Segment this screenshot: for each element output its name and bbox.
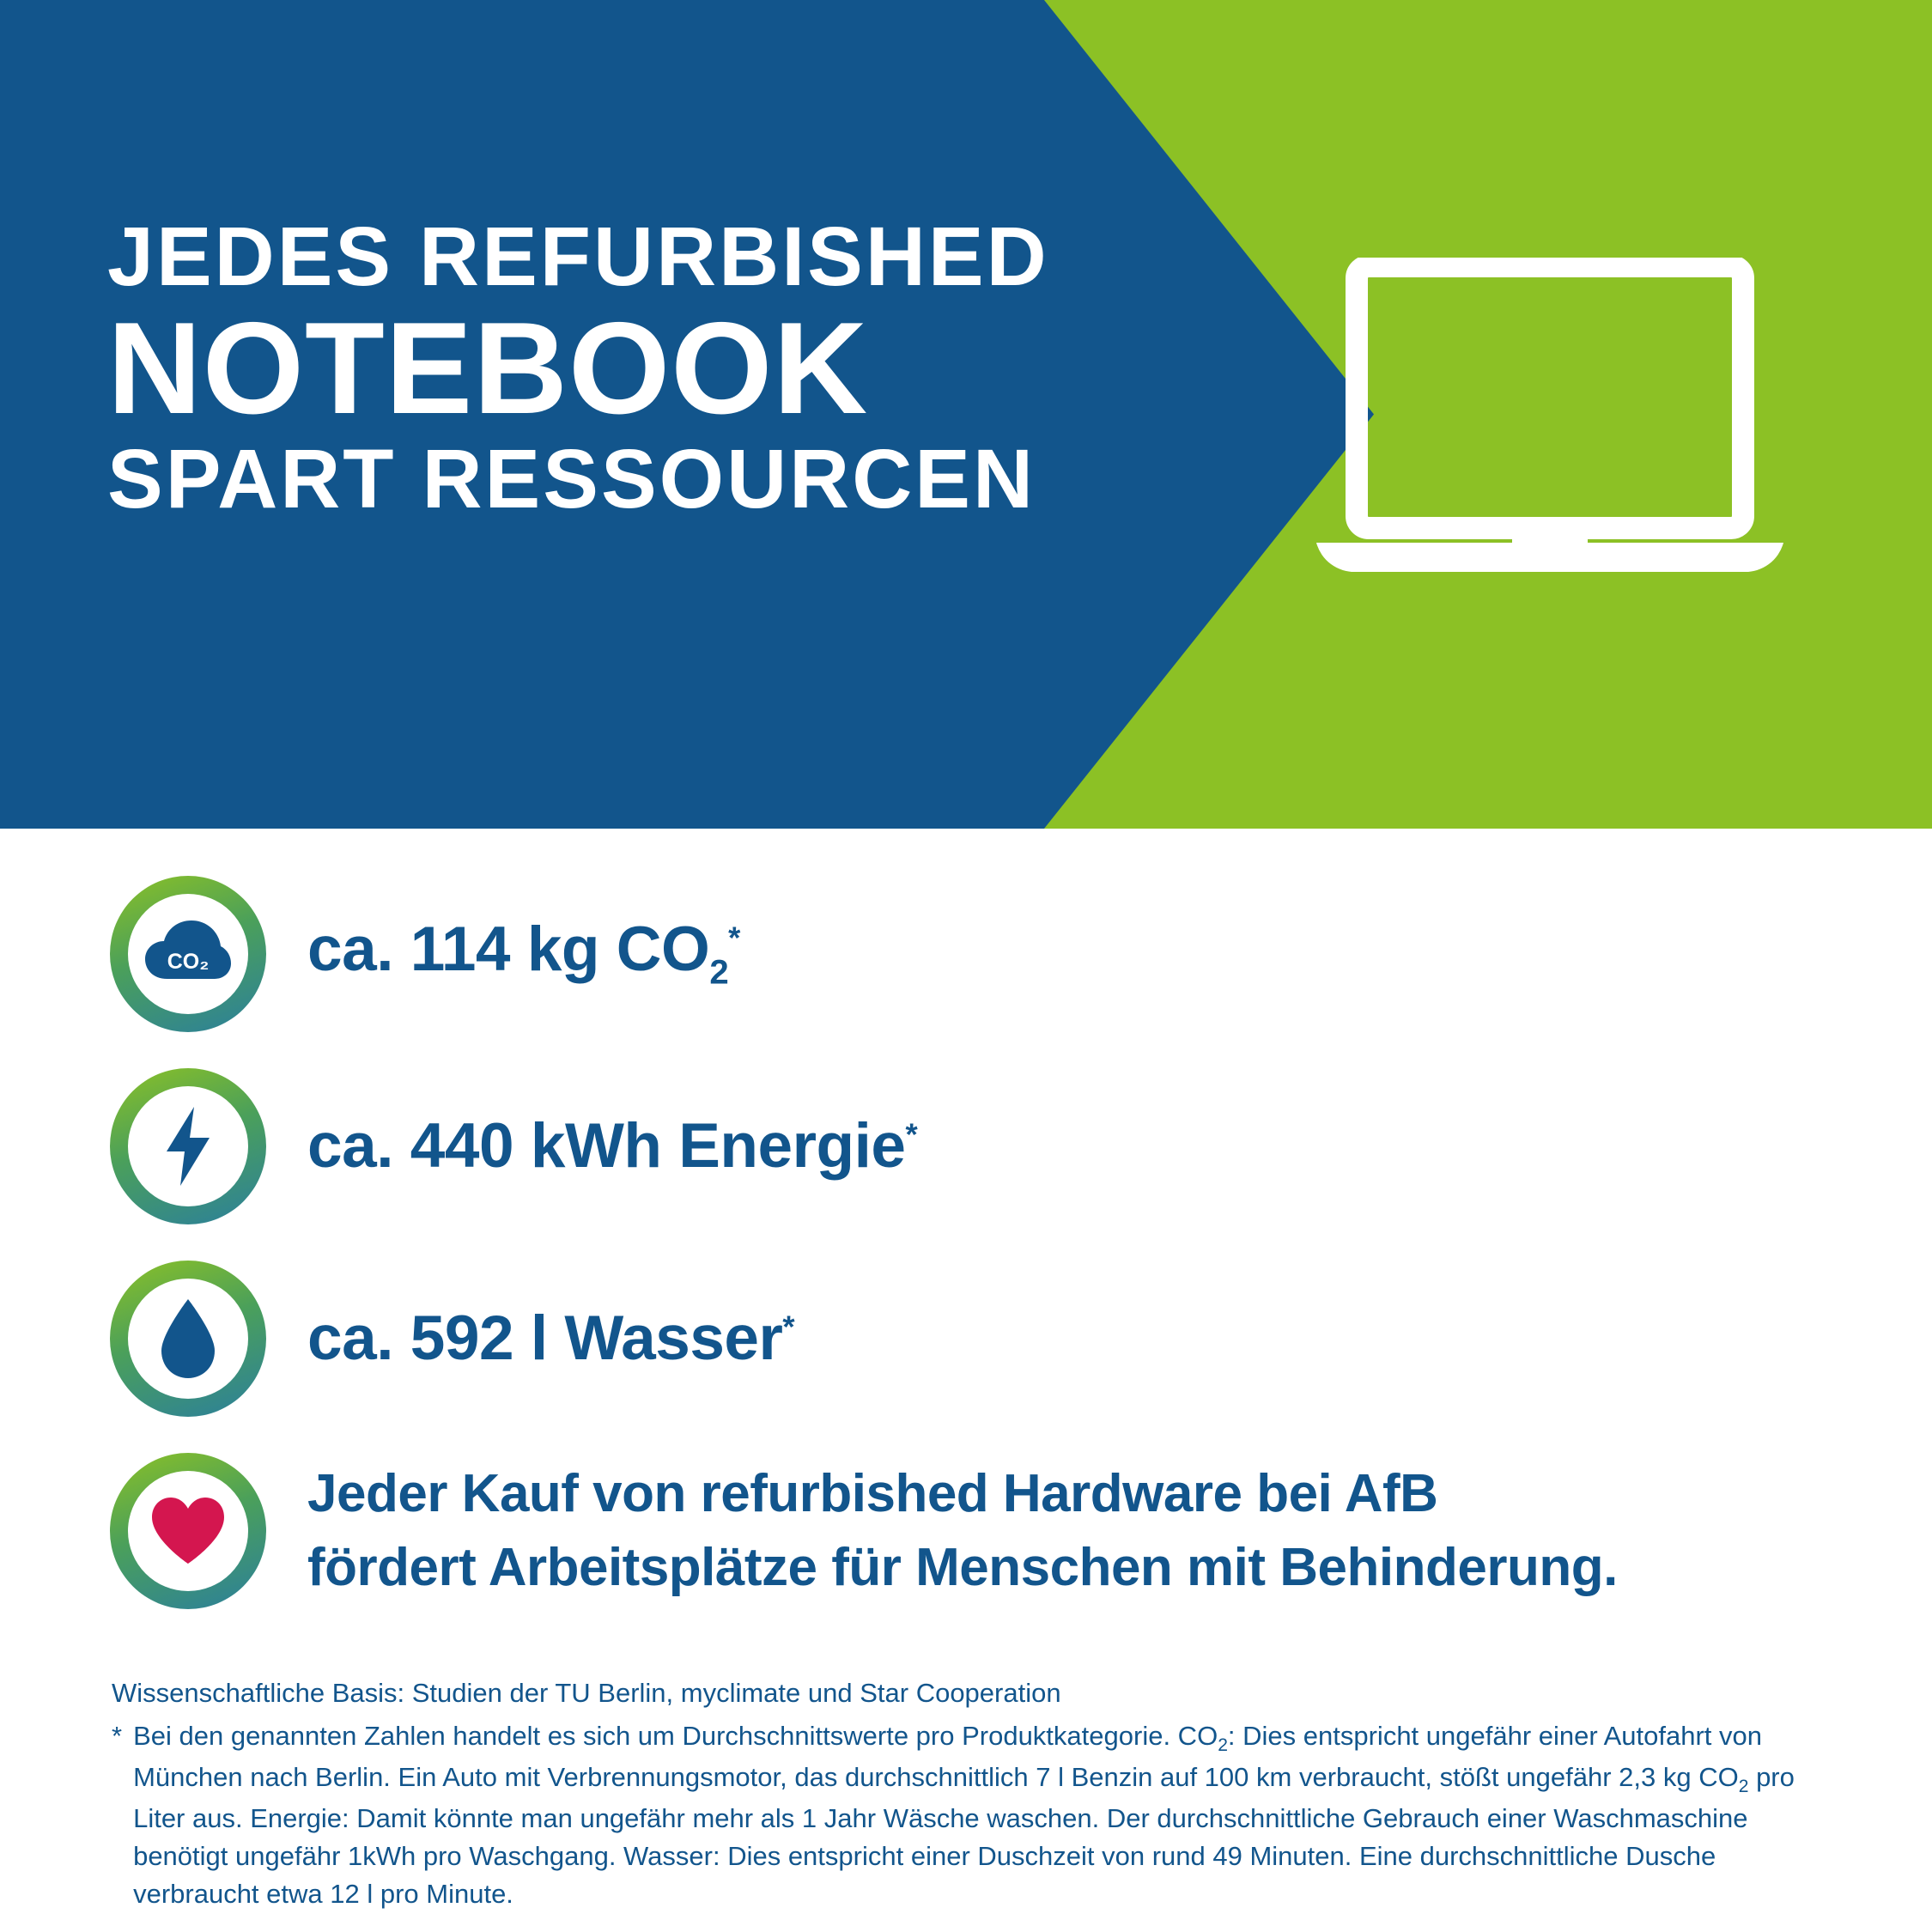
badge-heart (110, 1453, 266, 1609)
footnote-sub-2: 2 (1738, 1777, 1749, 1797)
stat-prefix-co2: ca. (307, 914, 410, 985)
energy-bolt-icon (161, 1105, 215, 1188)
title-line-1: JEDES REFURBISHED (107, 210, 1049, 303)
stat-label-water (307, 1303, 795, 1373)
highlight-text (307, 1457, 1618, 1604)
stat-row-co2 (0, 876, 1932, 1032)
badge-co2 (110, 876, 266, 1032)
footnote-star-marker: * (112, 1721, 123, 1752)
stat-unit-water: l Wasser (513, 1303, 783, 1373)
footnote-star-text (133, 1717, 1829, 1913)
footnote-star (112, 1717, 1829, 1913)
stat-sub-co2: 2 (709, 952, 729, 992)
badge-inner-heart (128, 1471, 248, 1591)
stat-star-energy: * (905, 1116, 918, 1152)
highlight-line-2: fördert Arbeitsplätze für Menschen mit Behinderung. (307, 1538, 1618, 1597)
badge-water (110, 1261, 266, 1417)
stat-value-water: 592 (410, 1303, 514, 1373)
footnote-part-3: pro Liter aus. Energie: Damit könnte man ungefähr mehr als 1 Jahr Wäsche waschen. Der durchschnittliche Gebrauch einer Waschmaschine benötigt ungefähr 1kWh pro Waschgang. Wasser: Dies entspricht einer Duschzeit von rund 49 Minuten. Eine durchschnittliche Dusche verbraucht etwa 12 l pro Minute. (133, 1762, 1795, 1910)
badge-inner-water (128, 1279, 248, 1399)
stat-prefix-energy: ca. (307, 1110, 410, 1181)
highlight-line-1: Jeder Kauf von refurbished Hardware bei AfB (307, 1464, 1438, 1524)
stat-value-co2: 114 (410, 914, 511, 985)
stat-value-energy: 440 (410, 1110, 514, 1181)
badge-inner-co2 (128, 894, 248, 1014)
stat-row-water (0, 1261, 1932, 1417)
header-banner (0, 0, 1932, 829)
stat-label-energy (307, 1110, 918, 1181)
stat-prefix-water: ca. (307, 1303, 410, 1373)
footnote-basis: Wissenschaftliche Basis: Studien der TU Berlin, myclimate und Star Cooperation (112, 1678, 1061, 1708)
svg-text:CO₂: CO₂ (167, 950, 210, 974)
stats-list (0, 829, 1932, 1609)
footnotes (0, 1645, 1932, 1913)
stat-star-water: * (782, 1309, 795, 1345)
stat-row-highlight (0, 1453, 1932, 1609)
stat-label-co2 (307, 914, 740, 992)
water-drop-icon (158, 1297, 218, 1380)
badge-inner-energy (128, 1086, 248, 1206)
title-line-2: NOTEBOOK (107, 295, 869, 441)
stat-star-co2: * (728, 920, 740, 956)
footnote-part-2: : Dies entspricht ungefähr einer Autofahrt von München nach Berlin. Ein Auto mit Verbrennungsmotor, das durchschnittlich 7 l Benzin auf 100 km verbraucht, stößt ungefähr 2,3 kg CO (133, 1721, 1763, 1793)
badge-energy (110, 1068, 266, 1224)
heart-icon (149, 1495, 228, 1567)
stat-row-energy (0, 1068, 1932, 1224)
header-title-block (107, 210, 1049, 526)
co2-cloud-icon (143, 919, 233, 989)
title-line-3: SPART RESSOURCEN (107, 432, 1036, 526)
stat-unit-co2: kg CO (510, 914, 710, 985)
laptop-icon (1309, 258, 1790, 584)
stat-unit-energy: kWh Energie (513, 1110, 906, 1181)
footnote-sub-1: 2 (1218, 1735, 1228, 1756)
footnote-part-1: Bei den genannten Zahlen handelt es sich um Durchschnittswerte pro Produktkategorie. CO (133, 1721, 1218, 1752)
